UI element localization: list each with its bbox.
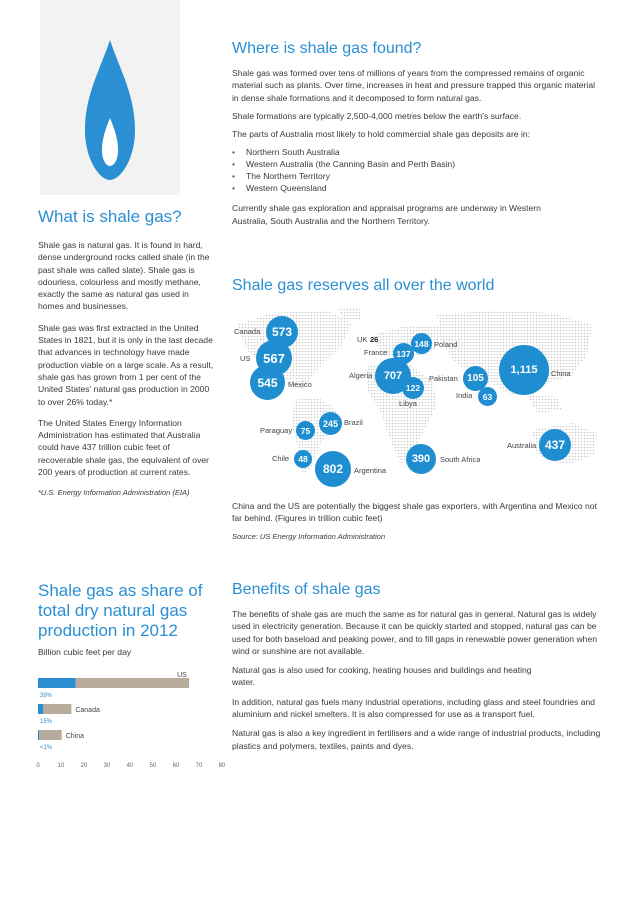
label-uk: UK	[357, 335, 368, 344]
list-item: • The Northern Territory	[232, 170, 602, 182]
x-tick-label: 40	[126, 763, 134, 769]
what-is-paragraph-3: The United States Energy Information Administration has estimated that Australia could have 437 trillion cubic feet of recoverable shale gas, the equivalent of over 200 years of production at current rates.	[38, 417, 210, 478]
bubble-canada: 573	[266, 316, 298, 348]
benefits-paragraph-3: In addition, natural gas fuels many industrial operations, including glass and steel foundries and aluminium and nickel smelters. It is also compressed for use as a transport fuel.	[232, 696, 596, 720]
label-algeria: Algeria	[349, 371, 373, 380]
shale-bar-canada	[38, 704, 43, 714]
x-tick-label: 0	[36, 763, 40, 769]
bubble-poland: 148	[411, 333, 432, 354]
x-tick-label: 10	[57, 763, 65, 769]
bubble-chile: 48	[294, 450, 312, 468]
list-item: • Western Australia (the Canning Basin and Perth Basin)	[232, 158, 602, 170]
shale-bar-us	[38, 678, 75, 688]
bubble-mexico: 545	[250, 365, 285, 400]
bar-label-us: US	[177, 672, 187, 679]
flame-icon	[40, 0, 180, 195]
reserves-source: Source: US Energy Information Administration	[232, 531, 386, 541]
label-mexico: Mexico	[288, 380, 312, 389]
bubble-pakistan: 105	[463, 366, 488, 391]
bubble-brazil: 245	[319, 412, 342, 435]
benefits-title: Benefits of shale gas	[232, 581, 381, 598]
bubble-algeria: 707	[375, 358, 411, 394]
reserves-caption: China and the US are potentially the biggest shale gas exporters, with Argentina and Mexico not far behind. (Figures in trillion cubic feet)	[232, 501, 597, 524]
share-bar-chart	[30, 670, 230, 770]
region-list	[232, 146, 602, 194]
bubble-south-africa: 390	[406, 444, 436, 474]
total-bar-china	[38, 730, 62, 740]
bubble-paraguay: 75	[296, 421, 315, 440]
x-tick-label: 20	[80, 763, 88, 769]
benefits-paragraph-4: Natural gas is also a key ingredient in fertilisers and a wide range of industrial products, including plastics and polymers, textiles, paints and dyes.	[232, 728, 601, 751]
x-tick-label: 60	[172, 763, 180, 769]
x-tick-label: 70	[195, 763, 203, 769]
label-pakistan: Pakistan	[429, 374, 458, 383]
label-brazil: Brazil	[344, 418, 363, 427]
where-title: Where is shale gas found?	[232, 40, 422, 57]
label-us: US	[240, 354, 251, 363]
bar-label-canada: Canada	[75, 707, 100, 714]
benefits-paragraph-1: The benefits of shale gas are much the same as for natural gas in general. Natural gas is widely used in electricity generation. Because it can be quickly started and stopped, natural gas can be used for both baseload and peaking power, and to fill gaps in renewable power generation when wind or sunshine are not available.	[232, 609, 598, 656]
label-china: China	[551, 369, 571, 378]
footnote: *U.S. Energy Information Administration (EIA)	[38, 488, 190, 498]
share-label-china: <1%	[40, 745, 53, 751]
shale-bar-china	[38, 730, 39, 740]
where-paragraph-2: Shale formations are typically 2,500-4,000 metres below the earth's surface.	[232, 110, 522, 121]
bubble-us: 567	[256, 340, 292, 376]
where-paragraph-4: Currently shale gas exploration and appraisal programs are underway in Western Australia, South Australia and the Northern Territory.	[232, 203, 541, 226]
label-india: India	[456, 391, 473, 400]
share-subtitle: Billion cubic feet per day	[38, 647, 132, 657]
label-paraguay: Paraguay	[260, 426, 293, 435]
share-label-canada: 15%	[40, 719, 53, 725]
label-france: France	[364, 348, 388, 357]
bubble-australia: 437	[539, 429, 571, 461]
list-item: • Western Queensland	[232, 182, 602, 194]
label-south-africa: South Africa	[440, 455, 481, 464]
x-tick-label: 80	[218, 763, 226, 769]
label-poland: Poland	[434, 340, 458, 349]
bubble-libya: 122	[402, 377, 424, 399]
reserves-title: Shale gas reserves all over the world	[232, 277, 495, 294]
bubble-argentina: 802	[315, 451, 351, 487]
label-libya: Libya	[399, 399, 417, 408]
share-label-us: 39%	[40, 693, 53, 699]
bubble-france: 137	[393, 343, 414, 364]
bubble-china: 1,115	[499, 345, 549, 395]
label-argentina: Argentina	[354, 466, 387, 475]
what-is-title: What is shale gas?	[38, 207, 182, 226]
benefits-paragraph-2: Natural gas is also used for cooking, heating houses and buildings and heating water.	[232, 665, 532, 688]
where-paragraph-3: The parts of Australia most likely to hold commercial shale gas deposits are in:	[232, 129, 531, 140]
label-canada: Canada	[234, 327, 261, 336]
label-australia: Australia	[507, 441, 537, 450]
list-item: • Northern South Australia	[232, 146, 602, 158]
what-is-paragraph-2: Shale gas was first extracted in the United States in 1821, but it is only in the last decade that advances in technology have made production viable on a large scale. As a result, shale gas has grown from 1 per cent of the United States' natural gas production in 2000 to over 26% today.*	[38, 322, 214, 407]
label-chile: Chile	[272, 454, 290, 463]
value-uk: 26	[370, 335, 379, 344]
what-is-paragraph-1: Shale gas is natural gas. It is found in hard, dense underground rocks called shale (in the past shale was called slate). Shale gas is odourless, colourless and mostly methane, exactly the same as natural gas used in homes and businesses.	[38, 240, 210, 312]
bubble-india: 63	[478, 387, 497, 406]
x-tick-label: 30	[103, 763, 111, 769]
where-paragraph-1: Shale gas was formed over tens of millions of years from the compressed remains of organic material such as plants. Over time, increases in heat and pressure trapped this organic material in dense shale formations and it decomposed to form natural gas.	[232, 68, 596, 103]
bar-label-china: China	[65, 733, 84, 740]
share-title: Shale gas as share of total dry natural gas production in 2012	[38, 581, 203, 640]
x-tick-label: 50	[149, 763, 157, 769]
